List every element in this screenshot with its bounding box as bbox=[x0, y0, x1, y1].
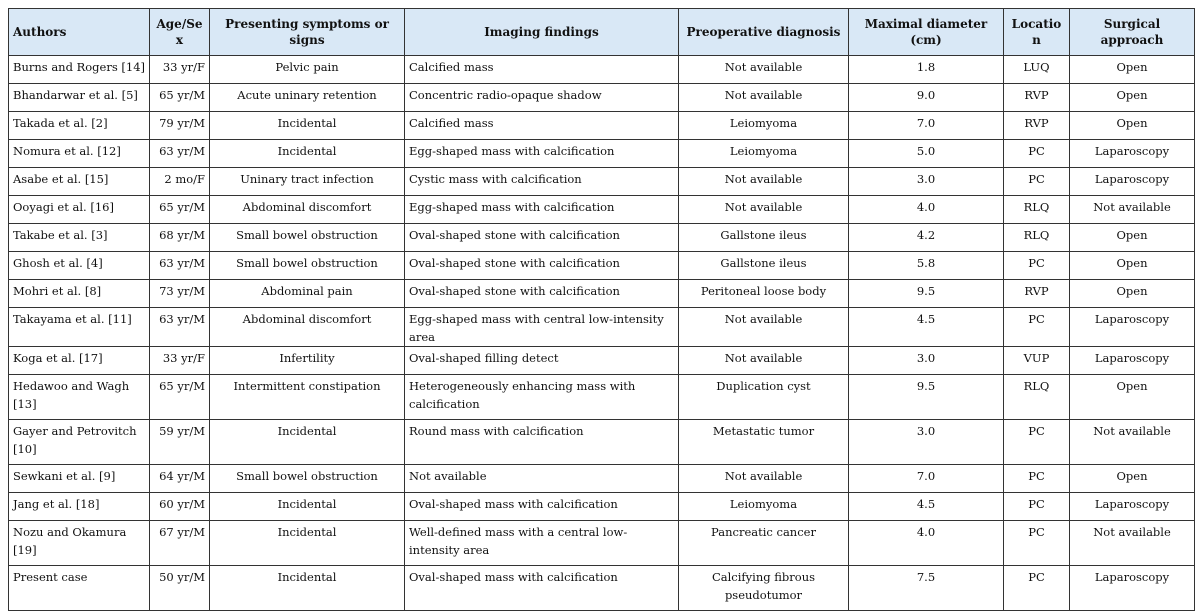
table-row bbox=[9, 252, 1195, 280]
age-sex-cell: 2 mo/F bbox=[150, 168, 210, 196]
symptoms-cell: Abdominal discomfort bbox=[210, 196, 405, 224]
imaging-cell: Round mass with calcification bbox=[405, 420, 679, 465]
location-cell: PC bbox=[1004, 140, 1070, 168]
surgical-approach-cell: Not available bbox=[1070, 196, 1195, 224]
imaging-cell: Not available bbox=[405, 465, 679, 493]
max-diameter-cell: 1.8 bbox=[849, 56, 1004, 84]
location-cell: PC bbox=[1004, 308, 1070, 347]
location-cell: PC bbox=[1004, 168, 1070, 196]
preop-diagnosis-cell: Metastatic tumor bbox=[679, 420, 849, 465]
author-cell: Takabe et al. [3] bbox=[9, 224, 150, 252]
location-cell: PC bbox=[1004, 493, 1070, 521]
preop-diagnosis-cell: Leiomyoma bbox=[679, 493, 849, 521]
age-sex-cell: 65 yr/M bbox=[150, 84, 210, 112]
symptoms-cell: Incidental bbox=[210, 420, 405, 465]
table-row bbox=[9, 347, 1195, 375]
max-diameter-cell: 9.5 bbox=[849, 375, 1004, 420]
author-cell: Ooyagi et al. [16] bbox=[9, 196, 150, 224]
location-cell: PC bbox=[1004, 521, 1070, 566]
table-row bbox=[9, 84, 1195, 112]
author-cell: Gayer and Petrovitch [10] bbox=[9, 420, 150, 465]
age-sex-cell: 63 yr/M bbox=[150, 140, 210, 168]
surgical-approach-cell: Open bbox=[1070, 465, 1195, 493]
location-cell: PC bbox=[1004, 420, 1070, 465]
table-row bbox=[9, 375, 1195, 420]
author-cell: Nomura et al. [12] bbox=[9, 140, 150, 168]
imaging-cell: Oval-shaped stone with calcification bbox=[405, 252, 679, 280]
preop-diagnosis-cell: Calcifying fibrous pseudotumor bbox=[679, 566, 849, 611]
age-sex-cell: 33 yr/F bbox=[150, 347, 210, 375]
imaging-cell: Oval-shaped filling detect bbox=[405, 347, 679, 375]
imaging-cell: Cystic mass with calcification bbox=[405, 168, 679, 196]
case-table-container bbox=[8, 8, 1194, 611]
age-sex-cell: 50 yr/M bbox=[150, 566, 210, 611]
location-cell: LUQ bbox=[1004, 56, 1070, 84]
max-diameter-cell: 4.0 bbox=[849, 521, 1004, 566]
preop-diagnosis-cell: Leiomyoma bbox=[679, 140, 849, 168]
imaging-cell: Oval-shaped mass with calcification bbox=[405, 566, 679, 611]
preop-diagnosis-cell: Not available bbox=[679, 84, 849, 112]
table-body bbox=[9, 56, 1195, 611]
author-cell: Takayama et al. [11] bbox=[9, 308, 150, 347]
age-sex-cell: 63 yr/M bbox=[150, 252, 210, 280]
symptoms-cell: Pelvic pain bbox=[210, 56, 405, 84]
preop-diagnosis-cell: Peritoneal loose body bbox=[679, 280, 849, 308]
max-diameter-cell: 4.2 bbox=[849, 224, 1004, 252]
preop-diagnosis-cell: Gallstone ileus bbox=[679, 252, 849, 280]
age-sex-cell: 59 yr/M bbox=[150, 420, 210, 465]
age-sex-cell: 67 yr/M bbox=[150, 521, 210, 566]
preop-diagnosis-cell: Gallstone ileus bbox=[679, 224, 849, 252]
max-diameter-cell: 3.0 bbox=[849, 420, 1004, 465]
symptoms-cell: Acute uninary retention bbox=[210, 84, 405, 112]
preop-diagnosis-cell: Not available bbox=[679, 465, 849, 493]
max-diameter-cell: 3.0 bbox=[849, 347, 1004, 375]
author-cell: Present case bbox=[9, 566, 150, 611]
surgical-approach-cell: Laparoscopy bbox=[1070, 168, 1195, 196]
surgical-approach-cell: Laparoscopy bbox=[1070, 140, 1195, 168]
surgical-approach-cell: Open bbox=[1070, 224, 1195, 252]
symptoms-cell: Uninary tract infection bbox=[210, 168, 405, 196]
table-row bbox=[9, 521, 1195, 566]
header-max-diameter: Maximal diameter (cm) bbox=[849, 9, 1004, 56]
table-row bbox=[9, 112, 1195, 140]
location-cell: PC bbox=[1004, 252, 1070, 280]
max-diameter-cell: 4.5 bbox=[849, 308, 1004, 347]
symptoms-cell: Small bowel obstruction bbox=[210, 252, 405, 280]
age-sex-cell: 79 yr/M bbox=[150, 112, 210, 140]
location-cell: RLQ bbox=[1004, 375, 1070, 420]
symptoms-cell: Small bowel obstruction bbox=[210, 465, 405, 493]
symptoms-cell: Incidental bbox=[210, 566, 405, 611]
surgical-approach-cell: Open bbox=[1070, 56, 1195, 84]
location-cell: PC bbox=[1004, 566, 1070, 611]
header-surgical-approach: Surgical approach bbox=[1070, 9, 1195, 56]
header-row bbox=[9, 9, 1195, 56]
symptoms-cell: Incidental bbox=[210, 521, 405, 566]
imaging-cell: Concentric radio-opaque shadow bbox=[405, 84, 679, 112]
imaging-cell: Calcified mass bbox=[405, 112, 679, 140]
table-row bbox=[9, 56, 1195, 84]
preop-diagnosis-cell: Leiomyoma bbox=[679, 112, 849, 140]
max-diameter-cell: 5.8 bbox=[849, 252, 1004, 280]
surgical-approach-cell: Not available bbox=[1070, 521, 1195, 566]
symptoms-cell: Abdominal pain bbox=[210, 280, 405, 308]
symptoms-cell: Incidental bbox=[210, 493, 405, 521]
imaging-cell: Heterogeneously enhancing mass with calcification bbox=[405, 375, 679, 420]
surgical-approach-cell: Open bbox=[1070, 252, 1195, 280]
table-row bbox=[9, 196, 1195, 224]
header-authors: Authors bbox=[9, 9, 150, 56]
age-sex-cell: 65 yr/M bbox=[150, 375, 210, 420]
imaging-cell: Calcified mass bbox=[405, 56, 679, 84]
location-cell: RVP bbox=[1004, 280, 1070, 308]
max-diameter-cell: 7.5 bbox=[849, 566, 1004, 611]
table-row bbox=[9, 566, 1195, 611]
symptoms-cell: Incidental bbox=[210, 112, 405, 140]
location-cell: RVP bbox=[1004, 84, 1070, 112]
surgical-approach-cell: Open bbox=[1070, 112, 1195, 140]
imaging-cell: Oval-shaped mass with calcification bbox=[405, 493, 679, 521]
header-preop-diagnosis: Preoperative diagnosis bbox=[679, 9, 849, 56]
case-table bbox=[8, 8, 1195, 611]
preop-diagnosis-cell: Not available bbox=[679, 196, 849, 224]
max-diameter-cell: 7.0 bbox=[849, 112, 1004, 140]
author-cell: Burns and Rogers [14] bbox=[9, 56, 150, 84]
symptoms-cell: Small bowel obstruction bbox=[210, 224, 405, 252]
imaging-cell: Egg-shaped mass with central low-intensity area bbox=[405, 308, 679, 347]
table-row bbox=[9, 224, 1195, 252]
author-cell: Jang et al. [18] bbox=[9, 493, 150, 521]
location-cell: PC bbox=[1004, 465, 1070, 493]
table-row bbox=[9, 420, 1195, 465]
max-diameter-cell: 9.5 bbox=[849, 280, 1004, 308]
header-location: Location bbox=[1004, 9, 1070, 56]
table-row bbox=[9, 308, 1195, 347]
max-diameter-cell: 3.0 bbox=[849, 168, 1004, 196]
surgical-approach-cell: Open bbox=[1070, 84, 1195, 112]
author-cell: Ghosh et al. [4] bbox=[9, 252, 150, 280]
author-cell: Hedawoo and Wagh [13] bbox=[9, 375, 150, 420]
surgical-approach-cell: Laparoscopy bbox=[1070, 566, 1195, 611]
table-row bbox=[9, 493, 1195, 521]
imaging-cell: Egg-shaped mass with calcification bbox=[405, 196, 679, 224]
max-diameter-cell: 4.5 bbox=[849, 493, 1004, 521]
location-cell: VUP bbox=[1004, 347, 1070, 375]
age-sex-cell: 73 yr/M bbox=[150, 280, 210, 308]
table-row bbox=[9, 465, 1195, 493]
surgical-approach-cell: Laparoscopy bbox=[1070, 308, 1195, 347]
preop-diagnosis-cell: Pancreatic cancer bbox=[679, 521, 849, 566]
preop-diagnosis-cell: Duplication cyst bbox=[679, 375, 849, 420]
author-cell: Bhandarwar et al. [5] bbox=[9, 84, 150, 112]
surgical-approach-cell: Open bbox=[1070, 280, 1195, 308]
author-cell: Nozu and Okamura [19] bbox=[9, 521, 150, 566]
symptoms-cell: Incidental bbox=[210, 140, 405, 168]
preop-diagnosis-cell: Not available bbox=[679, 347, 849, 375]
age-sex-cell: 33 yr/F bbox=[150, 56, 210, 84]
location-cell: RLQ bbox=[1004, 196, 1070, 224]
imaging-cell: Oval-shaped stone with calcification bbox=[405, 224, 679, 252]
author-cell: Koga et al. [17] bbox=[9, 347, 150, 375]
age-sex-cell: 63 yr/M bbox=[150, 308, 210, 347]
author-cell: Takada et al. [2] bbox=[9, 112, 150, 140]
max-diameter-cell: 5.0 bbox=[849, 140, 1004, 168]
surgical-approach-cell: Not available bbox=[1070, 420, 1195, 465]
location-cell: RLQ bbox=[1004, 224, 1070, 252]
location-cell: RVP bbox=[1004, 112, 1070, 140]
age-sex-cell: 68 yr/M bbox=[150, 224, 210, 252]
author-cell: Asabe et al. [15] bbox=[9, 168, 150, 196]
max-diameter-cell: 9.0 bbox=[849, 84, 1004, 112]
age-sex-cell: 65 yr/M bbox=[150, 196, 210, 224]
surgical-approach-cell: Laparoscopy bbox=[1070, 347, 1195, 375]
preop-diagnosis-cell: Not available bbox=[679, 308, 849, 347]
table-row bbox=[9, 168, 1195, 196]
author-cell: Sewkani et al. [9] bbox=[9, 465, 150, 493]
age-sex-cell: 60 yr/M bbox=[150, 493, 210, 521]
symptoms-cell: Infertility bbox=[210, 347, 405, 375]
symptoms-cell: Abdominal discomfort bbox=[210, 308, 405, 347]
imaging-cell: Egg-shaped mass with calcification bbox=[405, 140, 679, 168]
author-cell: Mohri et al. [8] bbox=[9, 280, 150, 308]
symptoms-cell: Intermittent constipation bbox=[210, 375, 405, 420]
header-age-sex: Age/Sex bbox=[150, 9, 210, 56]
imaging-cell: Well-defined mass with a central low-intensity area bbox=[405, 521, 679, 566]
table-row bbox=[9, 140, 1195, 168]
table-row bbox=[9, 280, 1195, 308]
max-diameter-cell: 7.0 bbox=[849, 465, 1004, 493]
header-imaging: Imaging findings bbox=[405, 9, 679, 56]
surgical-approach-cell: Open bbox=[1070, 375, 1195, 420]
imaging-cell: Oval-shaped stone with calcification bbox=[405, 280, 679, 308]
surgical-approach-cell: Laparoscopy bbox=[1070, 493, 1195, 521]
preop-diagnosis-cell: Not available bbox=[679, 168, 849, 196]
age-sex-cell: 64 yr/M bbox=[150, 465, 210, 493]
max-diameter-cell: 4.0 bbox=[849, 196, 1004, 224]
preop-diagnosis-cell: Not available bbox=[679, 56, 849, 84]
header-symptoms: Presenting symptoms or signs bbox=[210, 9, 405, 56]
